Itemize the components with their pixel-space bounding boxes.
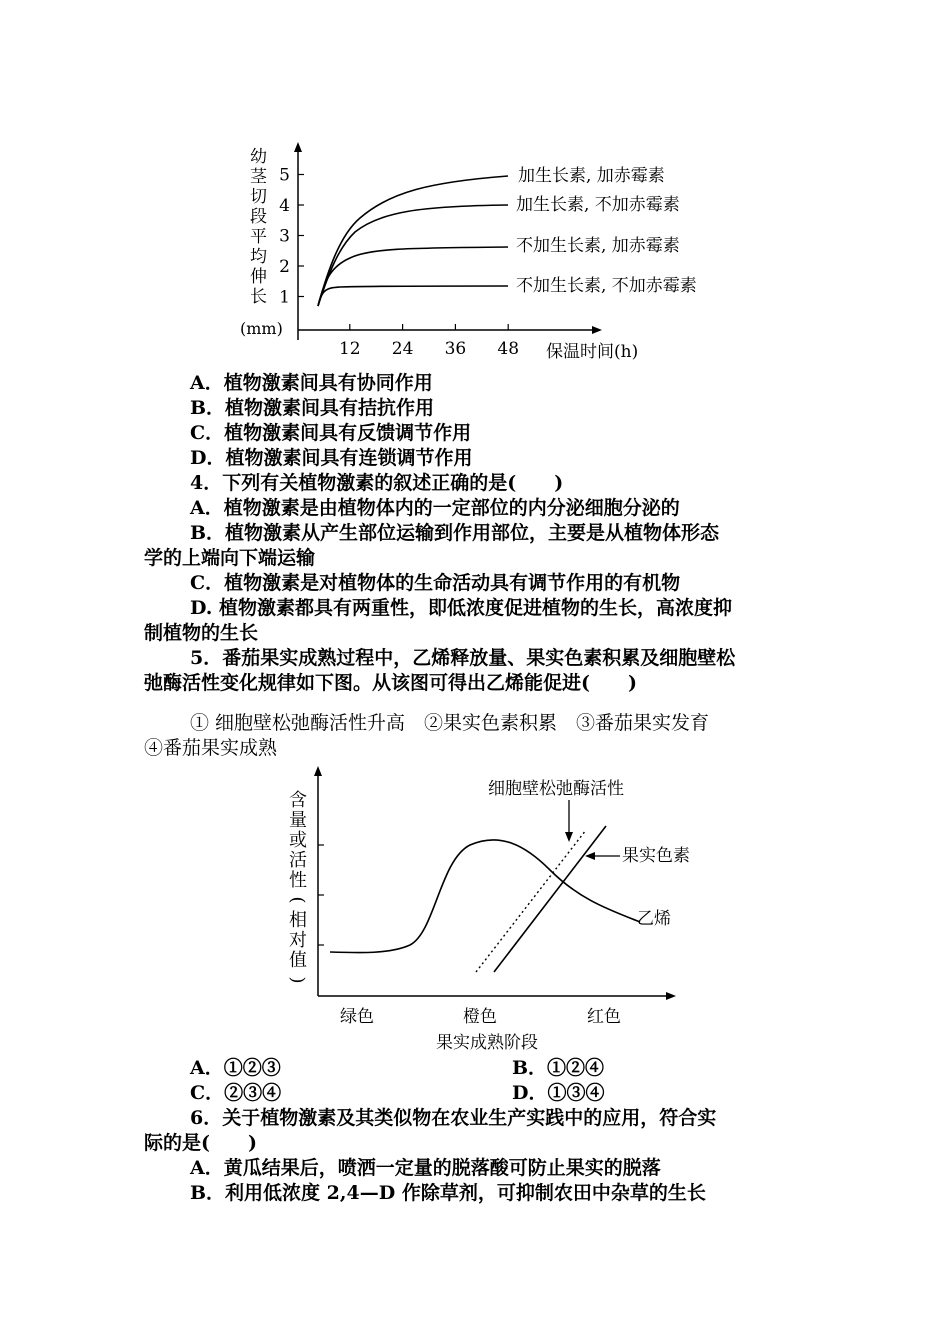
y-label-char: 幼 xyxy=(250,147,267,167)
q4-option-d-cont: 制植物的生长 xyxy=(144,622,259,644)
curve-label-2: 加生长素, 不加赤霉素 xyxy=(516,195,680,215)
q6-stem-cont: 际的是( ) xyxy=(144,1132,257,1154)
q3-option-d: D．植物激素间具有连锁调节作用 xyxy=(190,447,473,469)
label-fruit-pigment: 果实色素 xyxy=(622,846,690,866)
curve-label-3: 不加生长素, 加赤霉素 xyxy=(516,236,680,256)
label-ethylene: 乙烯 xyxy=(637,909,671,929)
q3-option-b: B．植物激素间具有拮抗作用 xyxy=(190,397,435,419)
q4-option-c: C．植物激素是对植物体的生命活动具有调节作用的有机物 xyxy=(190,572,681,594)
curve-control xyxy=(318,286,508,306)
curve-label-4: 不加生长素, 不加赤霉素 xyxy=(516,276,697,296)
x-axis-arrow xyxy=(592,326,602,334)
x-tick-label: 24 xyxy=(391,339,414,359)
x-tick-green: 绿色 xyxy=(340,1007,374,1027)
y-label-char: ( xyxy=(287,896,308,904)
q5-stem-cont: 弛酶活性变化规律如下图。从该图可得出乙烯能促进( ) xyxy=(144,672,637,694)
y-label-char: 伸 xyxy=(250,267,267,287)
y-label-char: 茎 xyxy=(250,167,267,187)
q4-option-b-cont: 学的上端向下端运输 xyxy=(144,547,316,569)
q5-option-a: A．①②③ xyxy=(190,1057,281,1079)
q4-option-a: A．植物激素是由植物体内的一定部位的内分泌细胞分泌的 xyxy=(190,497,680,519)
q5-option-c: C．②③④ xyxy=(190,1082,282,1104)
y-label-char: 均 xyxy=(250,247,267,267)
y-label-char: 段 xyxy=(250,207,267,227)
q4-option-d: D. 植物激素都具有两重性，即低浓度促进植物的生长，高浓度抑 xyxy=(190,597,733,619)
curve-gibberellin-only xyxy=(318,247,508,306)
y-label-char: 性 xyxy=(289,870,307,891)
y-label-char: 相 xyxy=(289,910,307,931)
q3-option-c: C．植物激素间具有反馈调节作用 xyxy=(190,422,472,444)
y-axis-arrow xyxy=(314,766,322,776)
x-axis-arrow xyxy=(666,992,676,1000)
x-tick-red: 红色 xyxy=(587,1007,621,1027)
q5-items-cont: ④番茄果实成熟 xyxy=(144,737,278,759)
q4-option-b: B．植物激素从产生部位运输到作用部位，主要是从植物体形态 xyxy=(190,522,720,544)
y-axis-unit: (mm) xyxy=(240,319,283,338)
y-label-char: 长 xyxy=(250,287,267,307)
curve-label-1: 加生长素, 加赤霉素 xyxy=(518,166,665,186)
line-enzyme-activity xyxy=(476,830,586,972)
x-tick-label: 12 xyxy=(338,339,361,359)
x-tick-label: 48 xyxy=(497,339,520,359)
q5-option-b: B．①②④ xyxy=(512,1057,605,1079)
q5-stem: 5．番茄果实成熟过程中，乙烯释放量、果实色素积累及细胞壁松 xyxy=(190,647,736,669)
y-tick-label: 2 xyxy=(279,257,290,277)
pigment-arrow-head xyxy=(585,852,595,860)
x-axis-label: 保温时间(h) xyxy=(546,342,639,362)
x-axis-label: 果实成熟阶段 xyxy=(436,1033,538,1053)
y-axis-label xyxy=(287,790,308,984)
figure-growth-chart xyxy=(240,140,760,370)
y-label-char: 平 xyxy=(250,227,267,247)
y-label-char: 量 xyxy=(289,810,307,831)
y-axis-label xyxy=(250,147,269,307)
x-tick-orange: 橙色 xyxy=(463,1007,497,1027)
y-axis-arrow xyxy=(294,142,302,152)
y-label-char: 值 xyxy=(289,950,307,971)
label-enzyme-activity: 细胞壁松弛酶活性 xyxy=(488,779,624,799)
q6-option-a: A．黄瓜结果后，喷洒一定量的脱落酸可防止果实的脱落 xyxy=(190,1157,661,1179)
y-tick-label: 3 xyxy=(279,226,290,247)
enzyme-arrow-head xyxy=(565,832,573,842)
y-tick-label: 4 xyxy=(279,196,290,216)
y-label-char: 切 xyxy=(250,187,267,207)
y-label-char: 活 xyxy=(289,850,307,871)
y-label-char: ) xyxy=(287,976,308,984)
figure-ripening-chart xyxy=(280,760,720,1060)
q4-stem: 4．下列有关植物激素的叙述正确的是( ) xyxy=(190,472,564,494)
curve-auxin-only xyxy=(318,205,508,306)
y-label-char: 或 xyxy=(289,830,307,851)
y-label-char: 对 xyxy=(289,930,307,951)
q5-option-d: D．①③④ xyxy=(512,1082,605,1104)
q3-option-a: A．植物激素间具有协同作用 xyxy=(190,372,433,394)
q6-stem: 6．关于植物激素及其类似物在农业生产实践中的应用，符合实 xyxy=(190,1107,717,1129)
q5-items: ① 细胞壁松弛酶活性升高 ②果实色素积累 ③番茄果实发育 xyxy=(190,712,710,734)
y-tick-label: 1 xyxy=(279,287,290,308)
x-tick-label: 36 xyxy=(444,339,467,359)
y-tick-label: 5 xyxy=(279,165,290,186)
y-label-char: 含 xyxy=(289,790,307,811)
q6-option-b: B．利用低浓度 2,4—D 作除草剂，可抑制农田中杂草的生长 xyxy=(190,1182,706,1204)
